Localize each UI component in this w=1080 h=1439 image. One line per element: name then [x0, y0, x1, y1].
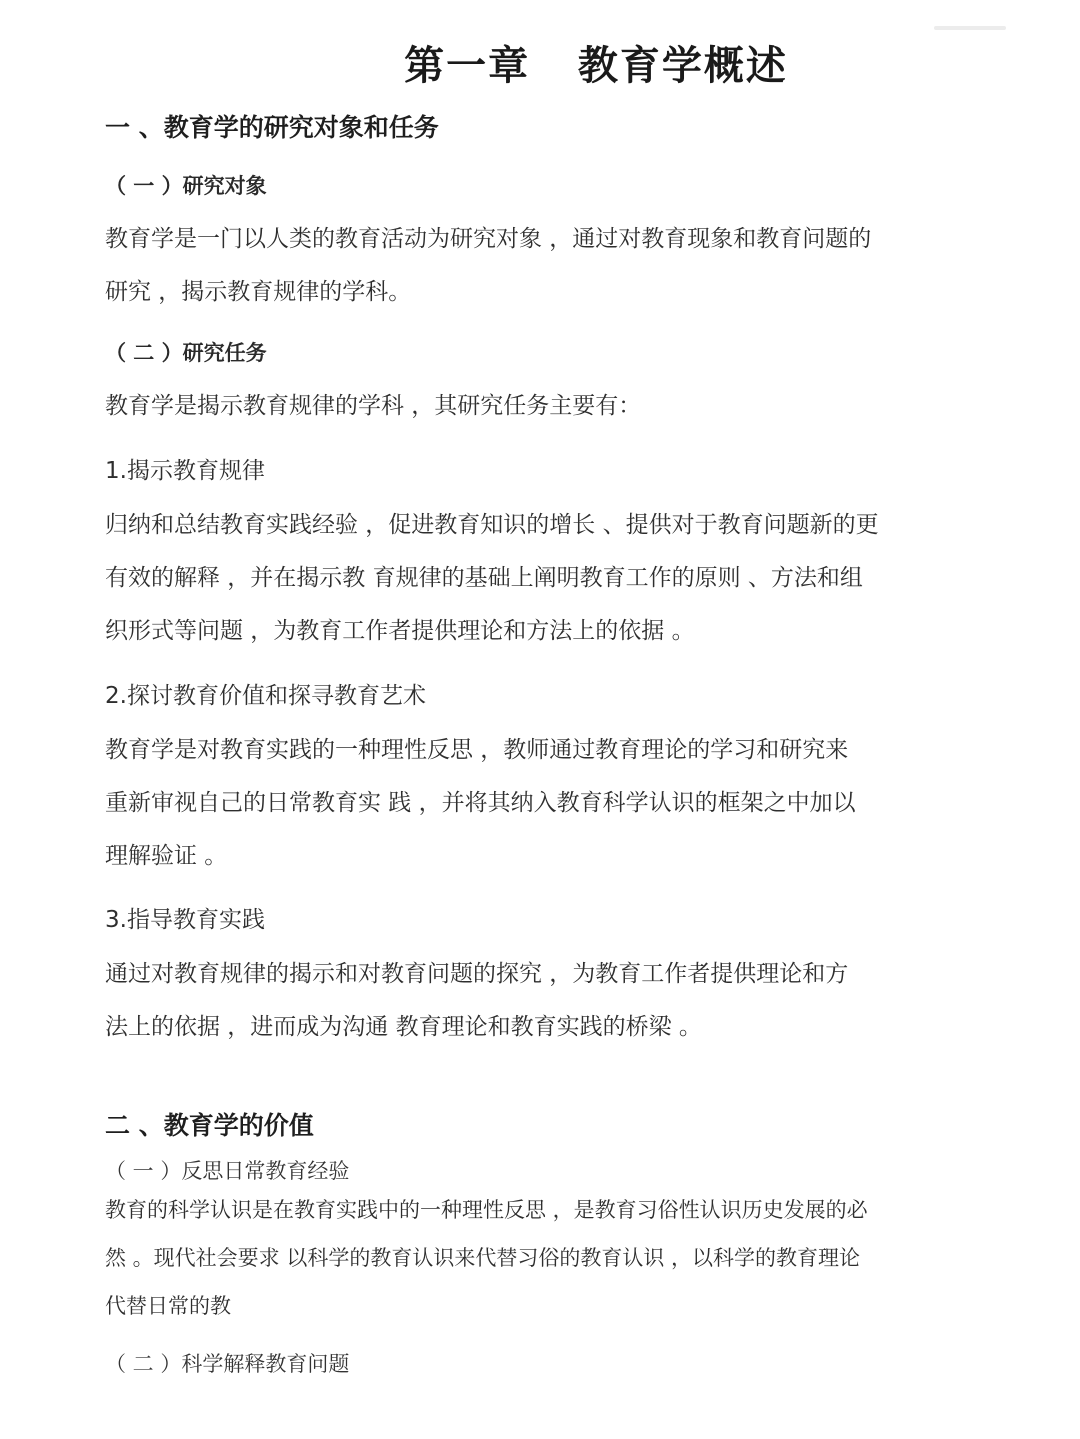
paragraph-research-task-intro [105, 380, 985, 433]
text-line: 研究 ，揭示教育规律的学科。 [105, 279, 412, 305]
text-line: 法上的依据 ，进而成为沟通 教育理论和教育实践的桥梁 。 [105, 1014, 702, 1040]
text-line: 重新审视自己的日常教育实 践 ，并将其纳入教育科学认识的框架之中加以 [105, 790, 856, 816]
paragraph-task-2 [105, 724, 985, 883]
task-item-label-2: 2.探讨教育价值和探寻教育艺术 [105, 683, 426, 709]
text-line: 理解验证 。 [105, 843, 228, 869]
task-item-label-1: 1.揭示教育规律 [105, 458, 265, 484]
text-line: 归纳和总结教育实践经验 ，促进教育知识的增长 、提供对于教育问题新的更 [105, 512, 879, 538]
text-line: 教育学是一门以人类的教育活动为研究对象 ，通过对教育现象和教育问题的 [105, 226, 872, 252]
text-line: 教育学是揭示教育规律的学科 ，其研究任务主要有： [105, 393, 642, 419]
section-heading-1: 一 、教育学的研究对象和任务 [105, 113, 439, 142]
text-line: 然 。现代社会要求 以科学的教育认识来代替习俗的教育认识 ，以科学的教育理论 [105, 1246, 861, 1270]
task-item-label-3: 3.指导教育实践 [105, 907, 265, 933]
text-line: 通过对教育规律的揭示和对教育问题的探究 ，为教育工作者提供理论和方 [105, 961, 849, 987]
text-line: 教育的科学认识是在教育实践中的一种理性反思 ，是教育习俗性认识历史发展的必 [105, 1198, 868, 1222]
paragraph-task-3 [105, 948, 985, 1054]
paragraph-reflect [105, 1186, 985, 1330]
text-line: 织形式等问题 ，为教育工作者提供理论和方法上的依据 。 [105, 618, 695, 644]
paragraph-research-object [105, 213, 985, 319]
text-line: 教育学是对教育实践的一种理性反思 ，教师通过教育理论的学习和研究来 [105, 737, 849, 763]
subsection-heading-explain: （ 二 ）科学解释教育问题 [105, 1352, 350, 1376]
text-line: 有效的解释 ，并在揭示教 育规律的基础上阐明教育工作的原则 、方法和组 [105, 565, 863, 591]
paragraph-task-1 [105, 499, 985, 658]
chapter-title: 第一章 教育学概述 [404, 43, 788, 89]
subsection-heading-research-task: （ 二 ）研究任务 [105, 341, 267, 365]
section-heading-2: 二 、教育学的价值 [105, 1111, 314, 1140]
subsection-heading-research-object: （ 一 ）研究对象 [105, 174, 267, 198]
text-line: 代替日常的教 [105, 1294, 231, 1318]
subsection-heading-reflect: （ 一 ）反思日常教育经验 [105, 1159, 350, 1183]
top-edge-mark [934, 26, 1006, 30]
